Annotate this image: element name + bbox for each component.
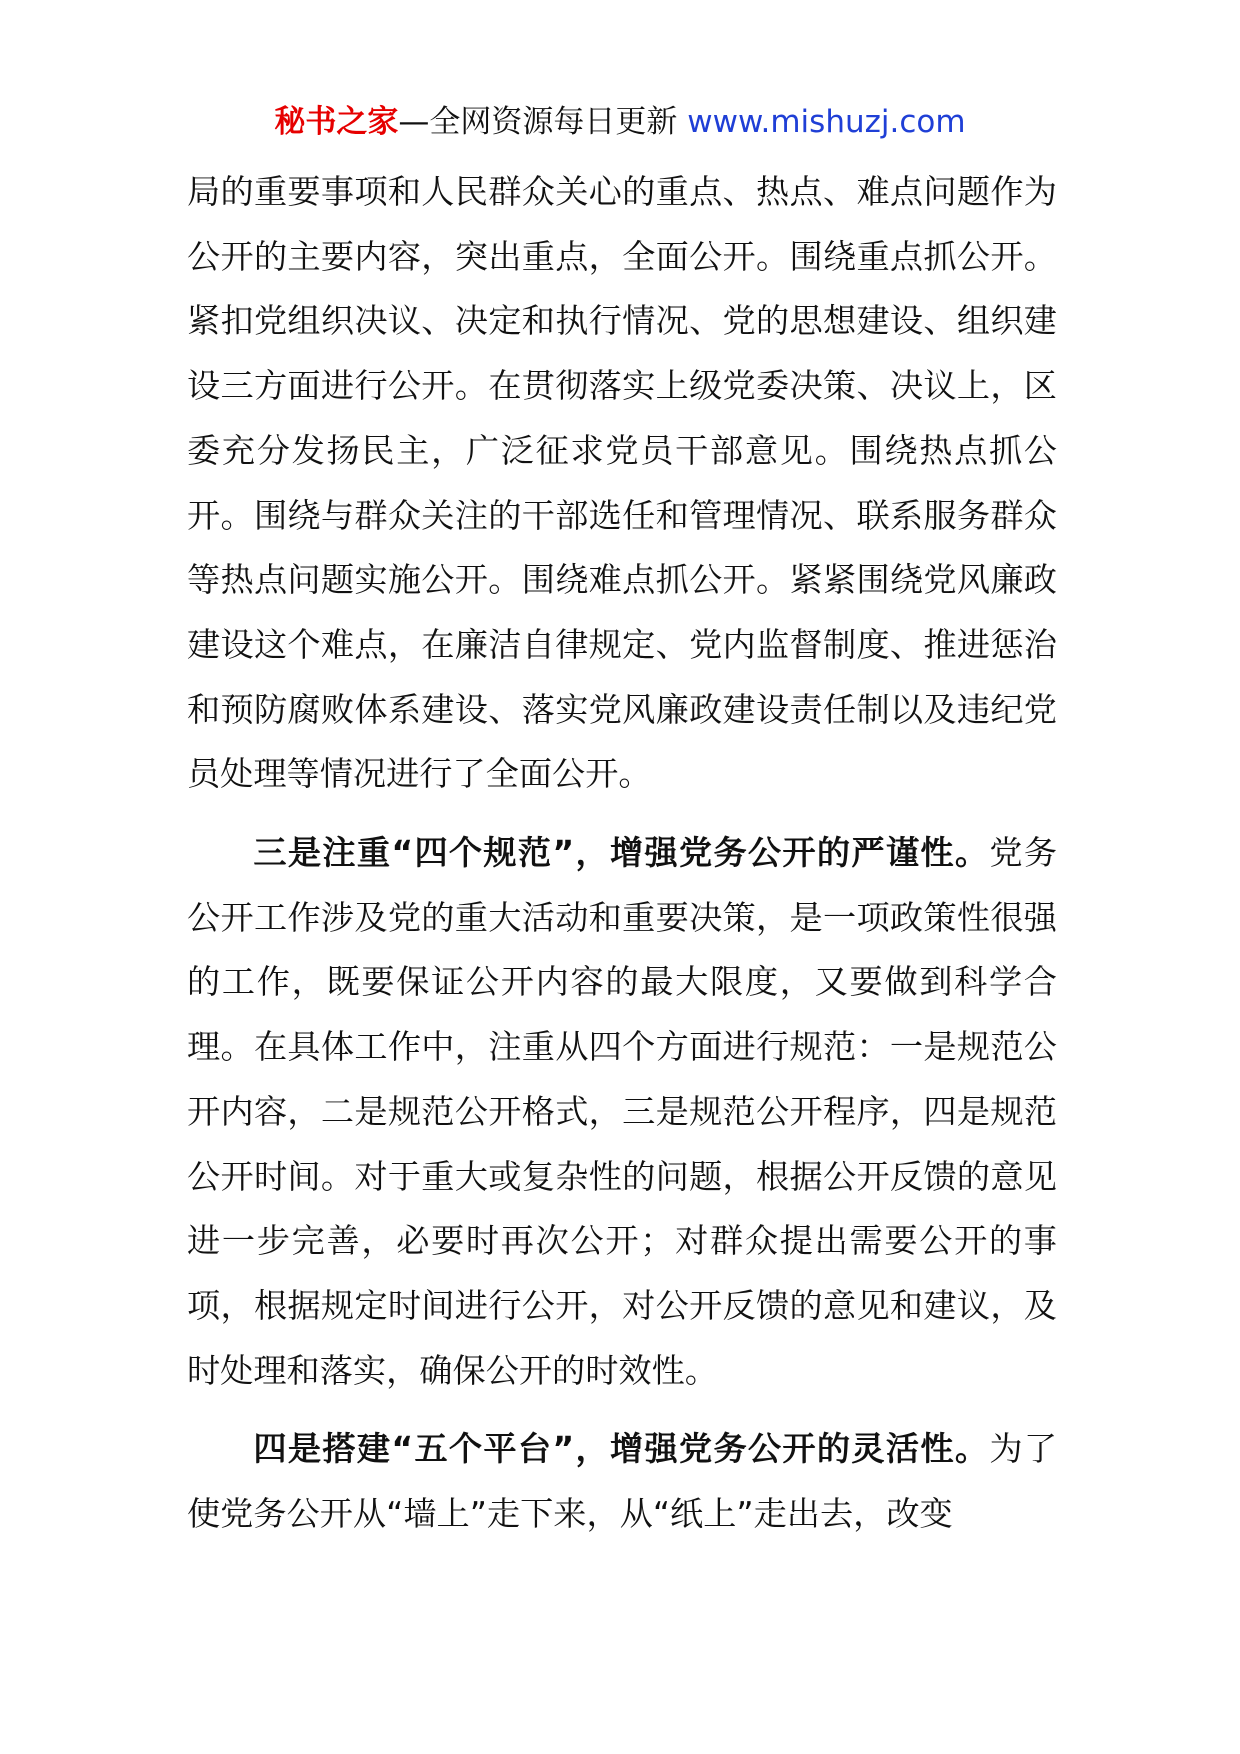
paragraph-1-text: 局的重要事项和人民群众关心的重点、热点、难点问题作为公开的主要内容，突出重点，全面公开。围绕重点抓公开。紧扣党组织决议、决定和执行情况、党的思想建设、组织建设三方面进行公开。在贯彻落实上级党委决策、决议上，区委充分发扬民主，广泛征求党员干部意见。围绕热点抓公开。围绕与群众关注的干部选任和管理情况、联系服务群众等热点问题实施公开。围绕难点抓公开。紧紧围绕党风廉政建设这个难点，在廉洁自律规定、党内监督制度、推进惩治和预防腐败体系建设、落实党风廉政建设责任制以及违纪党员处理等情况进行了全面公开。	[187, 172, 1057, 794]
brand-name: 秘书之家	[274, 104, 399, 140]
paragraph-2	[187, 821, 1057, 1403]
paragraph-1	[187, 160, 1057, 807]
paragraph-3-heading: 四是搭建“五个平台”，增强党务公开的灵活性。	[253, 1429, 990, 1469]
site-url-link[interactable]: www.mishuzj.com	[687, 104, 966, 140]
paragraph-3-text: 为了使党务公开从“墙上”走下来，从“纸上”走出去，改变	[187, 1429, 1058, 1534]
paragraph-3	[187, 1417, 1057, 1546]
header-tagline: —全网资源每日更新	[398, 104, 678, 140]
paragraph-2-text: 党务公开工作涉及党的重大活动和重要决策，是一项政策性很强的工作，既要保证公开内容的最大限度，又要做到科学合理。在具体工作中，注重从四个方面进行规范：一是规范公开内容，二是规范公开格式，三是规范公开程序，四是规范公开时间。对于重大或复杂性的问题，根据公开反馈的意见进一步完善，必要时再次公开；对群众提出需要公开的事项，根据规定时间进行公开，对公开反馈的意见和建议，及时处理和落实，确保公开的时效性。	[187, 833, 1058, 1390]
document-body	[187, 160, 1057, 1547]
paragraph-2-heading: 三是注重“四个规范”，增强党务公开的严谨性。	[253, 833, 990, 873]
site-header	[0, 102, 1240, 142]
